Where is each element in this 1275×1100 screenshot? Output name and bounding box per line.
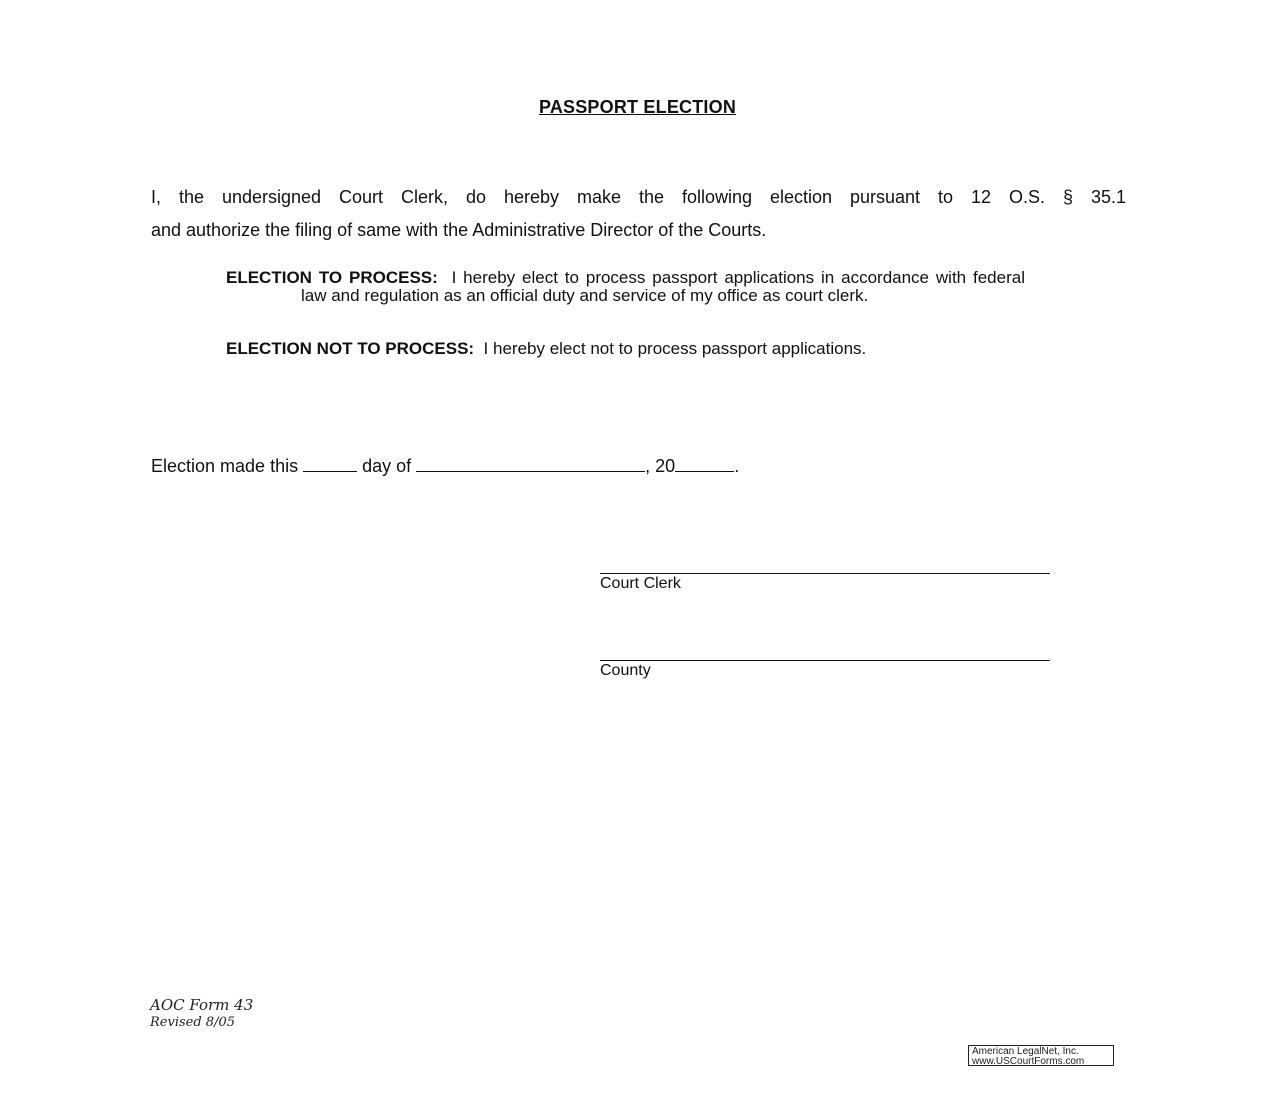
- court-clerk-signature-line[interactable]: [600, 573, 1050, 574]
- date-prefix: Election made this: [151, 456, 299, 476]
- document-title: PASSPORT ELECTION: [538, 97, 737, 117]
- month-blank[interactable]: [416, 457, 645, 472]
- intro-paragraph: [151, 181, 1126, 247]
- year-blank[interactable]: [675, 457, 734, 472]
- day-of-label: day of: [362, 456, 412, 476]
- form-revision: Revised 8/05: [150, 1015, 235, 1030]
- date-period: .: [734, 456, 740, 476]
- stamp-website: www.USCourtForms.com: [972, 1056, 1085, 1067]
- county-signature-line[interactable]: [600, 660, 1050, 661]
- day-blank[interactable]: [303, 457, 357, 472]
- election-to-process: [226, 269, 1025, 305]
- publisher-stamp: [968, 1045, 1114, 1066]
- intro-line-1: I, the undersigned Court Clerk, do hereby make the following election pursuant to 12 O.S. § 35.1: [151, 187, 1126, 207]
- election-to-process-heading: ELECTION TO PROCESS:: [226, 268, 438, 287]
- stamp-company: American LegalNet, Inc.: [972, 1046, 1079, 1057]
- intro-line-2: and authorize the filing of same with the Administrative Director of the Courts.: [151, 220, 767, 240]
- election-not-to-process-text: I hereby elect not to process passport applications.: [483, 339, 867, 358]
- court-clerk-label: Court Clerk: [600, 575, 681, 592]
- year-prefix: , 20: [645, 456, 676, 476]
- form-identifier: [150, 996, 253, 1032]
- election-to-process-text: I hereby elect to process passport applications in accordance with federal law and regulation as an official duty and service of my office as court clerk.: [301, 268, 1025, 305]
- election-not-to-process-heading: ELECTION NOT TO PROCESS:: [226, 339, 475, 358]
- election-date-line: [151, 456, 739, 477]
- county-label: County: [600, 662, 651, 679]
- election-not-to-process: [226, 340, 1025, 358]
- form-number: AOC Form 43: [150, 996, 254, 1014]
